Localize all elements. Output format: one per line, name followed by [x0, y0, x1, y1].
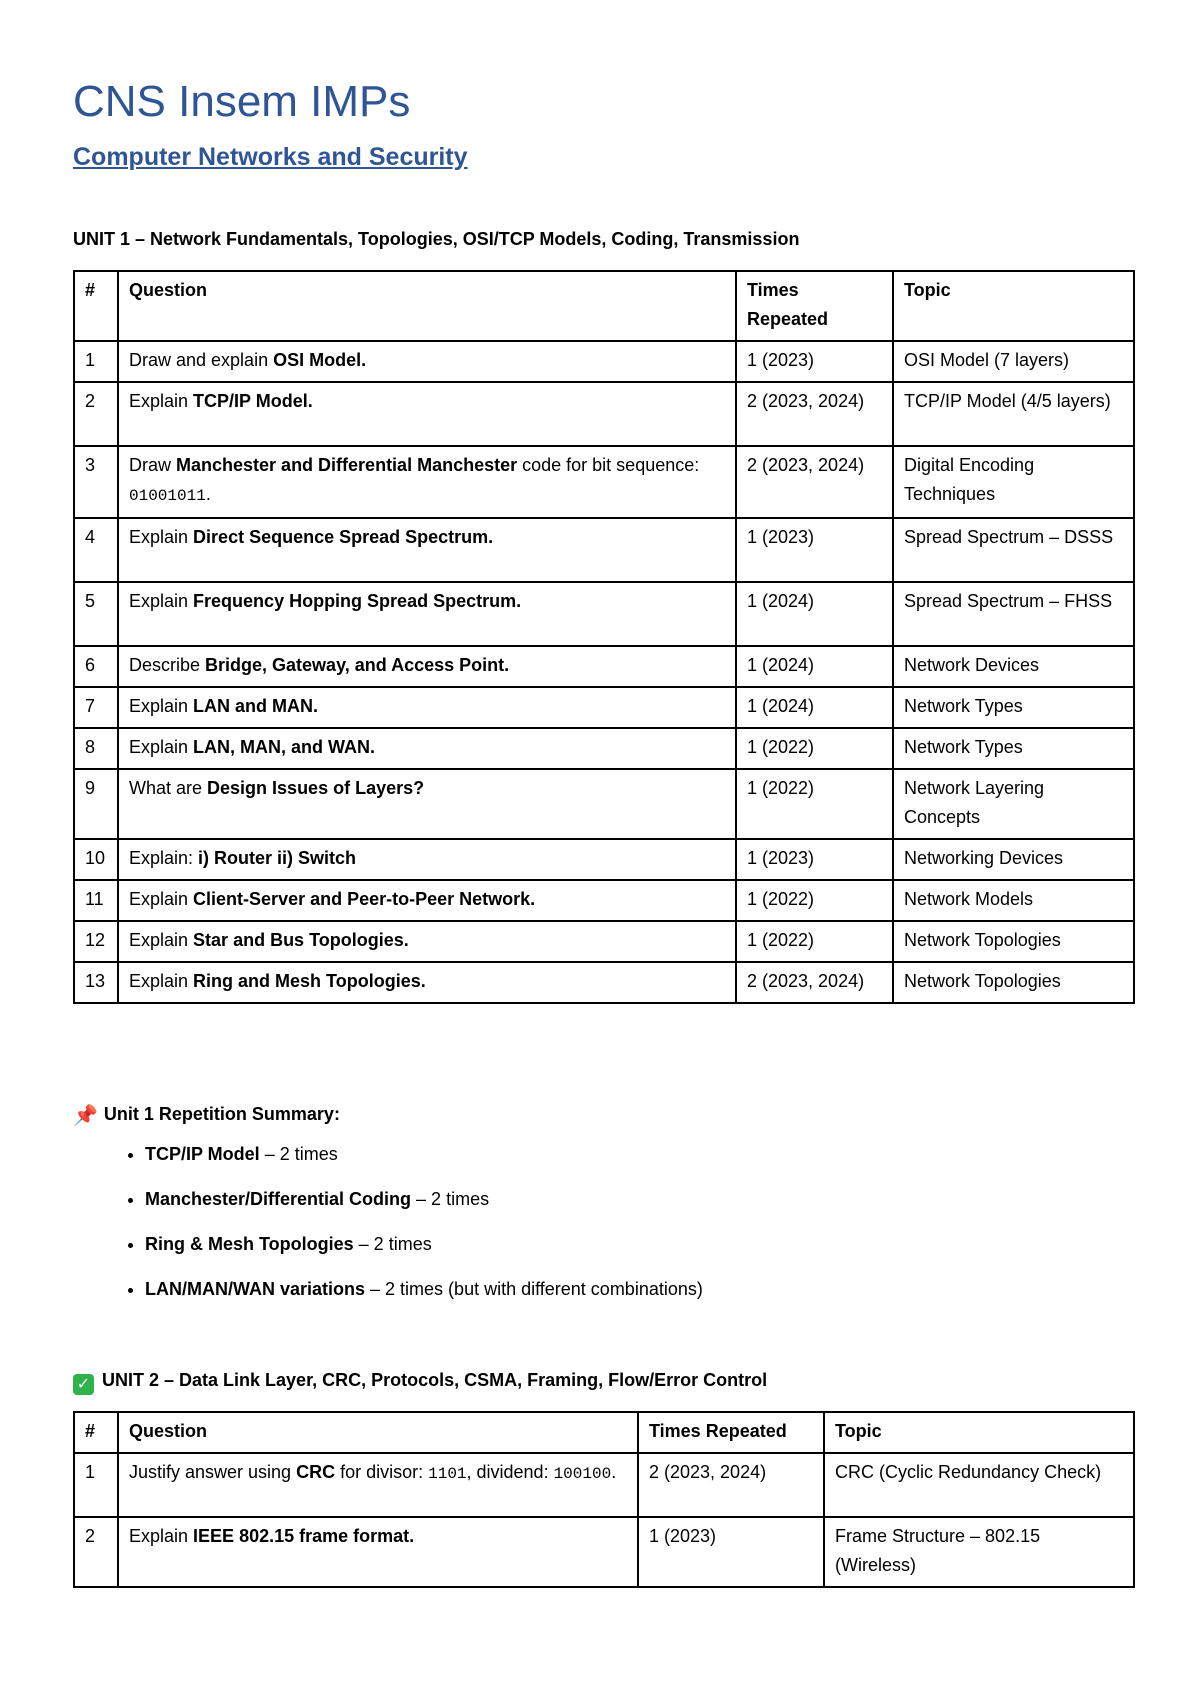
times-repeated-cell: 2 (2023, 2024)	[736, 962, 893, 1003]
summary-heading	[73, 1103, 340, 1128]
list-item	[145, 1230, 703, 1275]
question-cell	[118, 518, 736, 582]
question-text: Draw and explain	[129, 350, 274, 370]
check-mark-icon: ✓	[73, 1374, 94, 1395]
code-value: 1101	[428, 1465, 467, 1483]
summary-item-text: – 2 times	[411, 1189, 490, 1209]
question-keyword: Client-Server and Peer-to-Peer Network.	[193, 889, 536, 909]
times-repeated-cell: 1 (2024)	[736, 582, 893, 646]
topic-cell: Digital Encoding Techniques	[893, 446, 1134, 518]
question-text: Explain:	[129, 848, 199, 868]
times-repeated-cell: 1 (2022)	[736, 728, 893, 769]
question-cell	[118, 646, 736, 687]
question-cell	[118, 341, 736, 382]
table-row	[74, 769, 1134, 839]
times-repeated-cell: 1 (2024)	[736, 646, 893, 687]
list-item	[145, 1275, 703, 1320]
question-keyword: Design Issues of Layers?	[207, 778, 425, 798]
question-cell	[118, 582, 736, 646]
row-number: 3	[74, 446, 118, 518]
topic-cell: Network Devices	[893, 646, 1134, 687]
question-text: What are	[129, 778, 208, 798]
question-keyword: Frequency Hopping Spread Spectrum.	[193, 591, 522, 611]
table-header-row	[74, 271, 1134, 341]
summary-item-keyword: Manchester/Differential Coding	[145, 1189, 412, 1209]
question-keyword: Star and Bus Topologies.	[193, 930, 409, 950]
topic-cell: Network Layering Concepts	[893, 769, 1134, 839]
question-cell	[118, 446, 736, 518]
topic-cell: Spread Spectrum – DSSS	[893, 518, 1134, 582]
summary-item-keyword: TCP/IP Model	[145, 1144, 260, 1164]
times-repeated-cell: 1 (2023)	[638, 1517, 824, 1587]
topic-cell: OSI Model (7 layers)	[893, 341, 1134, 382]
summary-item-text: – 2 times	[259, 1144, 338, 1164]
question-cell	[118, 880, 736, 921]
row-number: 4	[74, 518, 118, 582]
summary-item-keyword: LAN/MAN/WAN variations	[145, 1279, 366, 1299]
times-repeated-cell: 1 (2023)	[736, 341, 893, 382]
times-repeated-cell: 1 (2022)	[736, 921, 893, 962]
question-text: , dividend:	[466, 1462, 554, 1482]
question-keyword: TCP/IP Model.	[193, 391, 313, 411]
row-number: 10	[74, 839, 118, 880]
table-row	[74, 1453, 1134, 1517]
topic-cell: Frame Structure – 802.15 (Wireless)	[824, 1517, 1134, 1587]
row-number: 7	[74, 687, 118, 728]
row-number: 11	[74, 880, 118, 921]
question-keyword: Manchester and Differential Manchester	[176, 455, 518, 475]
topic-cell: Network Topologies	[893, 962, 1134, 1003]
table-row	[74, 880, 1134, 921]
unit2-heading	[73, 1368, 767, 1395]
table-row	[74, 728, 1134, 769]
topic-cell: Network Topologies	[893, 921, 1134, 962]
summary-item-keyword: Ring & Mesh Topologies	[145, 1234, 354, 1254]
question-text: Draw	[129, 455, 177, 475]
question-text: Explain	[129, 527, 194, 547]
question-keyword: CRC	[296, 1462, 336, 1482]
topic-cell: Network Models	[893, 880, 1134, 921]
question-text: Explain	[129, 971, 194, 991]
column-header-number: #	[74, 1412, 118, 1453]
table-row	[74, 446, 1134, 518]
question-cell	[118, 687, 736, 728]
question-text: code for bit sequence:	[517, 455, 700, 475]
topic-cell: Networking Devices	[893, 839, 1134, 880]
question-text: Explain	[129, 1526, 194, 1546]
table-row	[74, 962, 1134, 1003]
table-row	[74, 687, 1134, 728]
question-keyword: Direct Sequence Spread Spectrum.	[193, 527, 494, 547]
row-number: 2	[74, 382, 118, 446]
question-cell	[118, 1517, 638, 1587]
question-keyword: Bridge, Gateway, and Access Point.	[205, 655, 510, 675]
question-keyword: LAN, MAN, and WAN.	[193, 737, 376, 757]
times-repeated-cell: 1 (2022)	[736, 769, 893, 839]
column-header-question: Question	[118, 271, 736, 341]
topic-cell: TCP/IP Model (4/5 layers)	[893, 382, 1134, 446]
summary-list	[73, 1140, 703, 1320]
page-title: CNS Insem IMPs	[73, 77, 411, 126]
row-number: 9	[74, 769, 118, 839]
times-repeated-cell: 1 (2024)	[736, 687, 893, 728]
question-keyword: i) Router ii) Switch	[198, 848, 357, 868]
times-repeated-cell: 1 (2023)	[736, 518, 893, 582]
question-text: Explain	[129, 391, 194, 411]
table-header-row	[74, 1412, 1134, 1453]
column-header-times-repeated: Times Repeated	[736, 271, 893, 341]
times-repeated-cell: 2 (2023, 2024)	[638, 1453, 824, 1517]
row-number: 6	[74, 646, 118, 687]
question-cell	[118, 382, 736, 446]
topic-cell: Network Types	[893, 687, 1134, 728]
pushpin-icon: 📌	[73, 1105, 98, 1127]
question-cell	[118, 962, 736, 1003]
question-text: for divisor:	[335, 1462, 429, 1482]
times-repeated-cell: 1 (2023)	[736, 839, 893, 880]
times-repeated-cell: 1 (2022)	[736, 880, 893, 921]
row-number: 13	[74, 962, 118, 1003]
row-number: 1	[74, 1453, 118, 1517]
question-keyword: OSI Model.	[273, 350, 367, 370]
topic-cell: Network Types	[893, 728, 1134, 769]
list-item	[145, 1185, 703, 1230]
table-row	[74, 582, 1134, 646]
question-cell	[118, 728, 736, 769]
table-row	[74, 1517, 1134, 1587]
unit1-heading: UNIT 1 – Network Fundamentals, Topologies, OSI/TCP Models, Coding, Transmission	[73, 229, 800, 249]
question-keyword: LAN and MAN.	[193, 696, 319, 716]
question-text: Explain	[129, 930, 194, 950]
summary-heading-text: Unit 1 Repetition Summary:	[103, 1104, 340, 1124]
unit2-table	[73, 1411, 1135, 1588]
question-cell	[118, 921, 736, 962]
table-row	[74, 382, 1134, 446]
topic-cell: Spread Spectrum – FHSS	[893, 582, 1134, 646]
table-row	[74, 646, 1134, 687]
question-text: Explain	[129, 696, 194, 716]
row-number: 12	[74, 921, 118, 962]
table-row	[74, 921, 1134, 962]
question-text: Describe	[129, 655, 206, 675]
column-header-number: #	[74, 271, 118, 341]
column-header-times-repeated: Times Repeated	[638, 1412, 824, 1453]
question-cell	[118, 769, 736, 839]
question-text: .	[611, 1462, 617, 1482]
list-item	[145, 1140, 703, 1185]
column-header-topic: Topic	[893, 271, 1134, 341]
unit1-table	[73, 270, 1135, 1004]
question-keyword: Ring and Mesh Topologies.	[193, 971, 426, 991]
column-header-question: Question	[118, 1412, 638, 1453]
row-number: 2	[74, 1517, 118, 1587]
question-text: Justify answer using	[129, 1462, 297, 1482]
times-repeated-cell: 2 (2023, 2024)	[736, 382, 893, 446]
code-value: 01001011	[129, 487, 206, 505]
row-number: 8	[74, 728, 118, 769]
row-number: 5	[74, 582, 118, 646]
row-number: 1	[74, 341, 118, 382]
code-value: 100100	[553, 1465, 612, 1483]
question-text: Explain	[129, 591, 194, 611]
question-text: Explain	[129, 889, 194, 909]
unit2-heading-text: UNIT 2 – Data Link Layer, CRC, Protocols, CSMA, Framing, Flow/Error Control	[102, 1370, 768, 1390]
question-text: .	[205, 484, 211, 504]
topic-cell: CRC (Cyclic Redundancy Check)	[824, 1453, 1134, 1517]
times-repeated-cell: 2 (2023, 2024)	[736, 446, 893, 518]
page-subtitle[interactable]: Computer Networks and Security	[73, 143, 468, 171]
table-row	[74, 341, 1134, 382]
summary-item-text: – 2 times (but with different combinations)	[365, 1279, 703, 1299]
table-row	[74, 518, 1134, 582]
question-keyword: IEEE 802.15 frame format.	[193, 1526, 415, 1546]
summary-item-text: – 2 times	[353, 1234, 432, 1254]
table-row	[74, 839, 1134, 880]
column-header-topic: Topic	[824, 1412, 1134, 1453]
question-text: Explain	[129, 737, 194, 757]
question-cell	[118, 1453, 638, 1517]
question-cell	[118, 839, 736, 880]
